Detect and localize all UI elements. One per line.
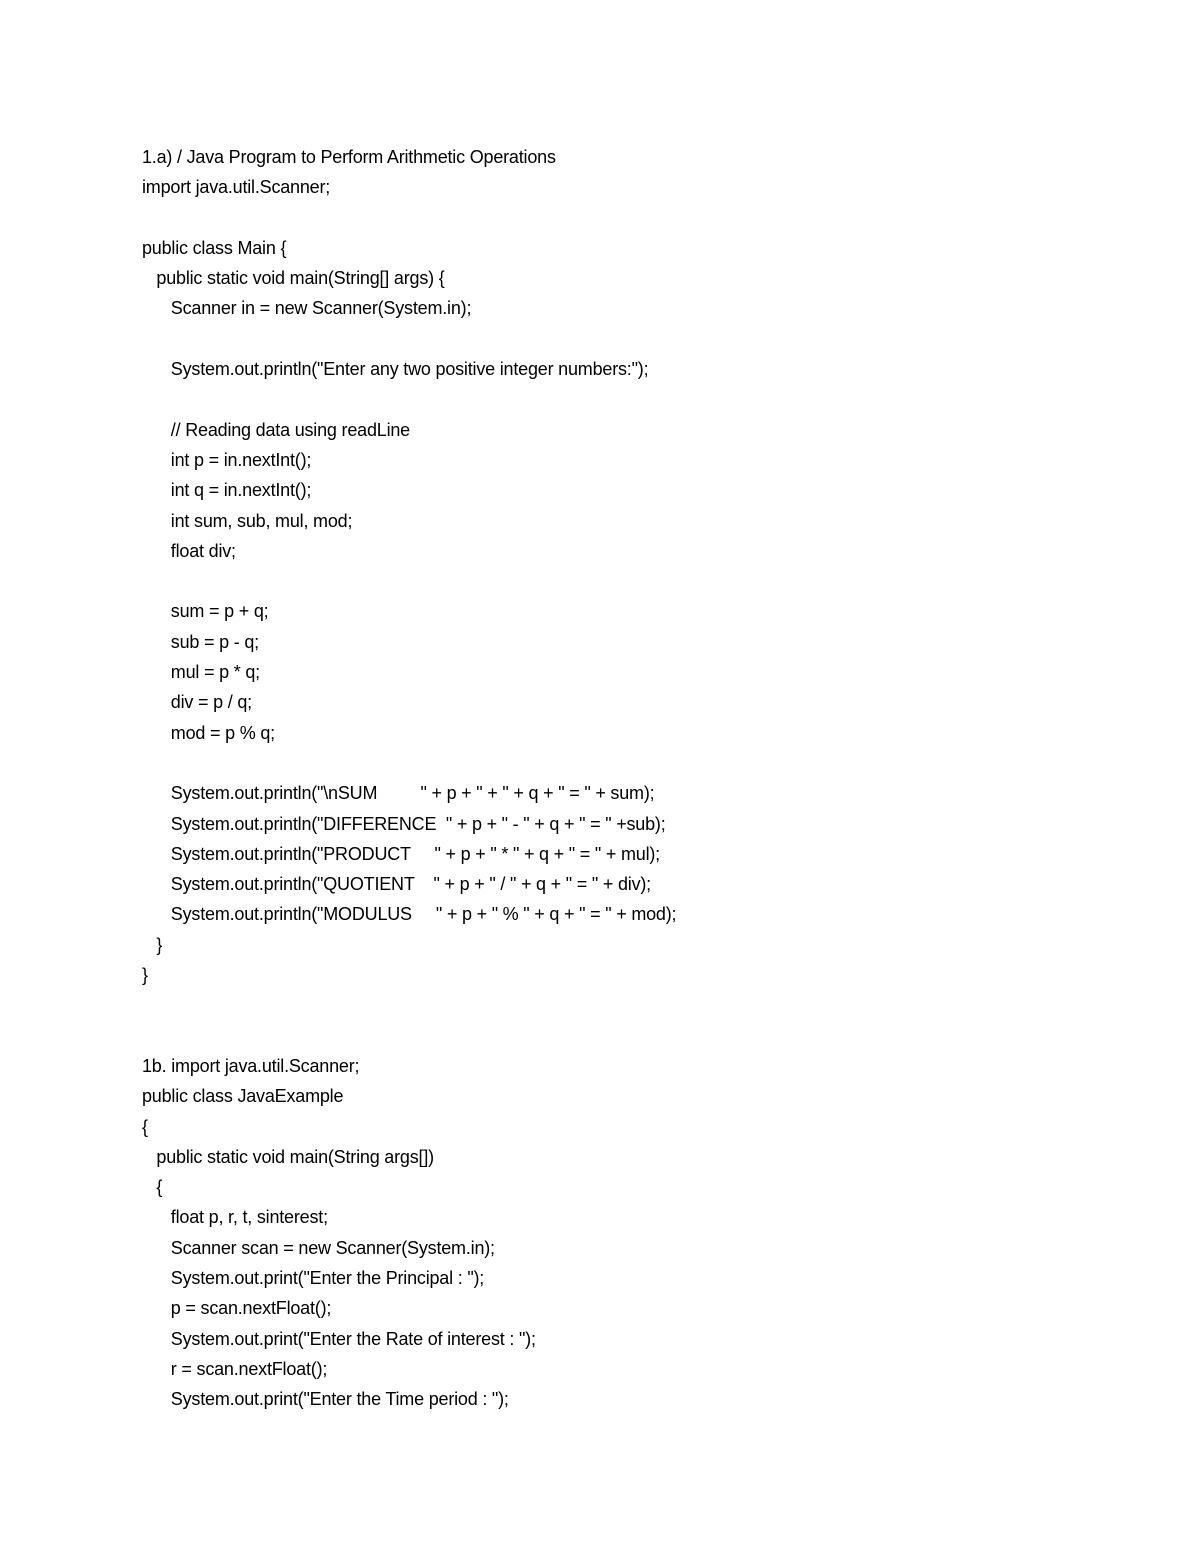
code-section-1a [142,142,676,990]
code-line: int q = in.nextInt(); [142,480,312,501]
code-line: System.out.println("\nSUM " + p + " + " + q + " = " + sum); [142,783,655,804]
code-line: public static void main(String args[]) [142,1146,434,1167]
code-line: float p, r, t, sinterest; [142,1207,328,1228]
code-line: System.out.println("PRODUCT " + p + " * " + q + " = " + mul); [142,843,660,864]
code-line [142,748,676,778]
code-line: System.out.print("Enter the Principal : "); [142,1268,485,1289]
code-line: // Reading data using readLine [142,419,410,440]
code-line: System.out.print("Enter the Time period : "); [142,1389,509,1410]
code-line: } [142,965,148,986]
code-line: int p = in.nextInt(); [142,449,312,470]
code-line: public class Main { [142,237,287,258]
code-line: System.out.println("QUOTIENT " + p + " / " + q + " = " + div); [142,874,651,895]
code-line: r = scan.nextFloat(); [142,1358,328,1379]
code-line: { [142,1177,163,1198]
code-line: public class JavaExample [142,1086,344,1107]
code-line: } [142,934,163,955]
code-line: System.out.println("DIFFERENCE " + p + " - " + q + " = " +sub); [142,813,666,834]
code-line: p = scan.nextFloat(); [142,1298,332,1319]
code-line: public static void main(String[] args) { [142,268,445,289]
code-line [142,324,676,354]
code-line: System.out.println("MODULUS " + p + " % " + q + " = " + mod); [142,904,677,925]
code-section-1b [142,1051,536,1415]
code-line: mod = p % q; [142,722,275,743]
code-line: System.out.print("Enter the Rate of interest : "); [142,1328,536,1349]
code-line [142,203,676,233]
code-line: 1b. import java.util.Scanner; [142,1056,360,1076]
code-line: mul = p * q; [142,662,260,683]
code-line: System.out.println("Enter any two positive integer numbers:"); [142,359,649,380]
code-line: sum = p + q; [142,601,269,622]
code-line: Scanner scan = new Scanner(System.in); [142,1237,495,1258]
code-line: int sum, sub, mul, mod; [142,510,353,531]
code-line [142,566,676,596]
code-line: Scanner in = new Scanner(System.in); [142,298,472,319]
code-line: import java.util.Scanner; [142,177,331,198]
code-line: div = p / q; [142,692,252,713]
code-line: 1.a) / Java Program to Perform Arithmetic Operations [142,147,556,167]
code-line: float div; [142,540,236,561]
code-line [142,384,676,414]
code-line: { [142,1116,148,1137]
code-line: sub = p - q; [142,631,259,652]
